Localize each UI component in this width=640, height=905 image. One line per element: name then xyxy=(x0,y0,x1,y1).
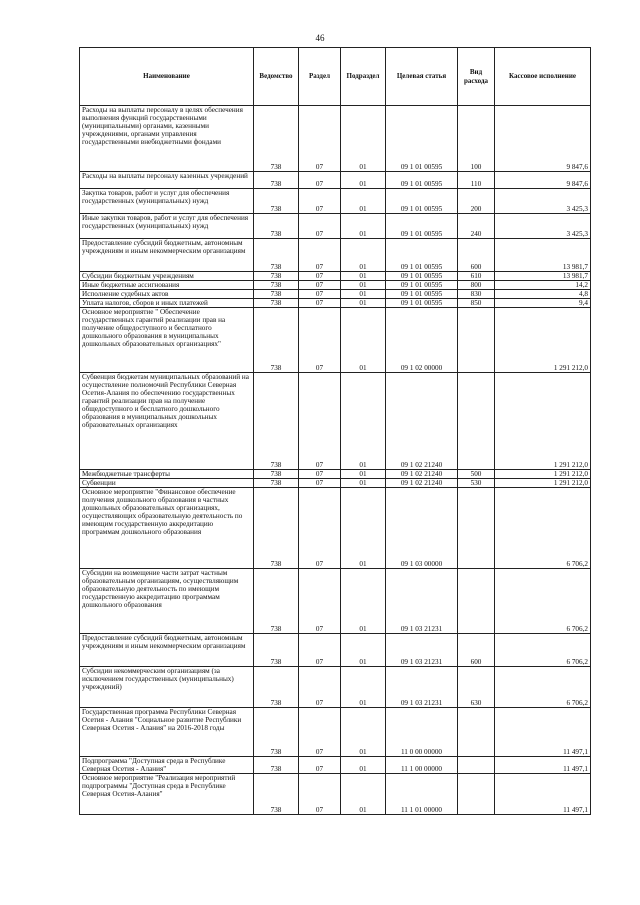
row-amount: 14,2 xyxy=(495,281,591,290)
table-row xyxy=(80,290,591,299)
table-row xyxy=(80,281,591,290)
row-expense-type: 630 xyxy=(458,667,495,708)
row-dept: 738 xyxy=(254,634,299,667)
row-expense-type: 500 xyxy=(458,470,495,479)
row-section: 07 xyxy=(299,290,341,299)
page-number: 46 xyxy=(315,33,325,43)
row-name: Основное мероприятие " Обеспечение государственных гарантий реализации прав на получение общедоступного и бесплатного дошкольного образования в муниципальных дошкольных образовательных организациях" xyxy=(80,308,254,373)
row-name: Расходы на выплаты персоналу в целях обеспечения выполнения функций государственными (муниципальными) органами, казенными учреждениями, органами управления государственными внебюджетными фондами xyxy=(80,106,254,172)
row-name: Иные закупки товаров, работ и услуг для обеспечения государственных (муниципальных) нужд xyxy=(80,214,254,239)
row-section: 07 xyxy=(299,106,341,172)
row-target: 09 1 01 00595 xyxy=(386,290,458,299)
row-target: 09 1 03 21231 xyxy=(386,634,458,667)
row-target: 09 1 01 00595 xyxy=(386,106,458,172)
row-name: Государственная программа Республики Северная Осетия - Алания "Социальное развитие Республики Северная Осетия - Алания" на 2016-2018 годы xyxy=(80,708,254,757)
row-subsection: 01 xyxy=(341,290,386,299)
row-target: 09 1 03 21231 xyxy=(386,667,458,708)
row-subsection: 01 xyxy=(341,488,386,569)
row-section: 07 xyxy=(299,172,341,189)
row-dept: 738 xyxy=(254,488,299,569)
row-dept: 738 xyxy=(254,667,299,708)
row-dept: 738 xyxy=(254,106,299,172)
row-dept: 738 xyxy=(254,708,299,757)
row-section: 07 xyxy=(299,272,341,281)
row-dept: 738 xyxy=(254,757,299,774)
row-section: 07 xyxy=(299,308,341,373)
row-target: 09 1 02 21240 xyxy=(386,373,458,470)
row-amount: 9 847,6 xyxy=(495,106,591,172)
row-target: 11 0 00 00000 xyxy=(386,708,458,757)
row-target: 11 1 00 00000 xyxy=(386,757,458,774)
row-subsection: 01 xyxy=(341,189,386,214)
header-name: Наименование xyxy=(80,48,254,106)
row-name: Основное мероприятие "Финансовое обеспечение получения дошкольного образования в частных дошкольных образовательных организациях, осуществляющих образовательную деятельность по имеющим государственную аккредитацию программам дошкольного образования xyxy=(80,488,254,569)
table-row xyxy=(80,106,591,172)
table-row xyxy=(80,470,591,479)
row-dept: 738 xyxy=(254,373,299,470)
row-dept: 738 xyxy=(254,189,299,214)
row-subsection: 01 xyxy=(341,708,386,757)
budget-execution-table xyxy=(79,47,591,815)
row-dept: 738 xyxy=(254,774,299,815)
row-subsection: 01 xyxy=(341,634,386,667)
row-section: 07 xyxy=(299,281,341,290)
row-expense-type: 600 xyxy=(458,634,495,667)
row-expense-type: 200 xyxy=(458,189,495,214)
row-amount: 13 981,7 xyxy=(495,272,591,281)
row-subsection: 01 xyxy=(341,774,386,815)
row-name: Субсидии бюджетным учреждениям xyxy=(80,272,254,281)
row-amount: 3 425,3 xyxy=(495,214,591,239)
row-amount: 6 706,2 xyxy=(495,667,591,708)
row-expense-type: 850 xyxy=(458,299,495,308)
row-target: 09 1 01 00595 xyxy=(386,272,458,281)
row-target: 11 1 01 00000 xyxy=(386,774,458,815)
table-row xyxy=(80,667,591,708)
row-amount: 1 291 212,0 xyxy=(495,373,591,470)
row-expense-type: 110 xyxy=(458,172,495,189)
header-target: Целевая статья xyxy=(386,48,458,106)
row-section: 07 xyxy=(299,488,341,569)
header-execution: Кассовое исполнение xyxy=(495,48,591,106)
table-row xyxy=(80,239,591,272)
row-expense-type xyxy=(458,373,495,470)
row-dept: 738 xyxy=(254,470,299,479)
table-header-row xyxy=(80,48,591,106)
row-amount: 11 497,1 xyxy=(495,757,591,774)
row-subsection: 01 xyxy=(341,281,386,290)
table-row xyxy=(80,757,591,774)
row-expense-type xyxy=(458,757,495,774)
row-expense-type: 100 xyxy=(458,106,495,172)
table-row xyxy=(80,189,591,214)
row-expense-type: 610 xyxy=(458,272,495,281)
row-target: 09 1 01 00595 xyxy=(386,172,458,189)
row-subsection: 01 xyxy=(341,308,386,373)
row-section: 07 xyxy=(299,569,341,634)
row-expense-type: 830 xyxy=(458,290,495,299)
table-row xyxy=(80,373,591,470)
table-row xyxy=(80,172,591,189)
table-row xyxy=(80,214,591,239)
row-expense-type xyxy=(458,774,495,815)
row-expense-type xyxy=(458,708,495,757)
row-section: 07 xyxy=(299,708,341,757)
header-expense-type: Вид расхода xyxy=(458,48,495,106)
table-row xyxy=(80,299,591,308)
row-section: 07 xyxy=(299,373,341,470)
row-target: 09 1 02 21240 xyxy=(386,479,458,488)
row-name: Иные бюджетные ассигнования xyxy=(80,281,254,290)
row-subsection: 01 xyxy=(341,470,386,479)
row-amount: 9,4 xyxy=(495,299,591,308)
row-name: Закупка товаров, работ и услуг для обеспечения государственных (муниципальных) нужд xyxy=(80,189,254,214)
row-section: 07 xyxy=(299,189,341,214)
row-dept: 738 xyxy=(254,239,299,272)
row-amount: 6 706,2 xyxy=(495,488,591,569)
table-row xyxy=(80,488,591,569)
row-name: Исполнение судебных актов xyxy=(80,290,254,299)
row-dept: 738 xyxy=(254,272,299,281)
table-row xyxy=(80,479,591,488)
row-dept: 738 xyxy=(254,214,299,239)
row-expense-type: 800 xyxy=(458,281,495,290)
row-expense-type: 240 xyxy=(458,214,495,239)
row-dept: 738 xyxy=(254,281,299,290)
row-section: 07 xyxy=(299,634,341,667)
row-amount: 6 706,2 xyxy=(495,634,591,667)
row-subsection: 01 xyxy=(341,214,386,239)
row-name: Межбюджетные трансферты xyxy=(80,470,254,479)
row-expense-type xyxy=(458,308,495,373)
row-subsection: 01 xyxy=(341,757,386,774)
row-section: 07 xyxy=(299,299,341,308)
row-name: Предоставление субсидий бюджетным, автономным учреждениям и иным некоммерческим организациям xyxy=(80,239,254,272)
row-amount: 1 291 212,0 xyxy=(495,308,591,373)
row-subsection: 01 xyxy=(341,667,386,708)
header-dept: Ведомство xyxy=(254,48,299,106)
row-target: 09 1 01 00595 xyxy=(386,281,458,290)
row-dept: 738 xyxy=(254,172,299,189)
table-row xyxy=(80,774,591,815)
row-amount: 13 981,7 xyxy=(495,239,591,272)
row-name: Расходы на выплаты персоналу казенных учреждений xyxy=(80,172,254,189)
row-subsection: 01 xyxy=(341,272,386,281)
table-row xyxy=(80,308,591,373)
row-amount: 11 497,1 xyxy=(495,774,591,815)
row-target: 09 1 01 00595 xyxy=(386,239,458,272)
row-amount: 6 706,2 xyxy=(495,569,591,634)
row-amount: 1 291 212,0 xyxy=(495,470,591,479)
row-section: 07 xyxy=(299,667,341,708)
row-dept: 738 xyxy=(254,290,299,299)
table-row xyxy=(80,272,591,281)
row-target: 09 1 03 21231 xyxy=(386,569,458,634)
header-section: Раздел xyxy=(299,48,341,106)
row-target: 09 1 03 00000 xyxy=(386,488,458,569)
row-expense-type xyxy=(458,488,495,569)
table-row xyxy=(80,708,591,757)
row-name: Подпрограмма "Доступная среда в Республике Северная Осетия - Алания" xyxy=(80,757,254,774)
row-expense-type xyxy=(458,569,495,634)
row-target: 09 1 02 21240 xyxy=(386,470,458,479)
row-amount: 9 847,6 xyxy=(495,172,591,189)
row-amount: 11 497,1 xyxy=(495,708,591,757)
header-subsection: Подраздел xyxy=(341,48,386,106)
row-section: 07 xyxy=(299,757,341,774)
row-name: Основное мероприятие "Реализация мероприятий подпрограммы "Доступная среда в Республике Северная Осетия-Алания" xyxy=(80,774,254,815)
row-amount: 3 425,3 xyxy=(495,189,591,214)
row-dept: 738 xyxy=(254,479,299,488)
row-expense-type: 600 xyxy=(458,239,495,272)
row-amount: 1 291 212,0 xyxy=(495,479,591,488)
row-subsection: 01 xyxy=(341,299,386,308)
row-target: 09 1 01 00595 xyxy=(386,299,458,308)
row-subsection: 01 xyxy=(341,569,386,634)
row-subsection: 01 xyxy=(341,239,386,272)
row-name: Предоставление субсидий бюджетным, автономным учреждениям и иным некоммерческим организациям xyxy=(80,634,254,667)
row-section: 07 xyxy=(299,774,341,815)
row-name: Субсидии некоммерческим организациям (за исключением государственных (муниципальных) учреждений) xyxy=(80,667,254,708)
row-section: 07 xyxy=(299,470,341,479)
row-section: 07 xyxy=(299,239,341,272)
row-section: 07 xyxy=(299,214,341,239)
row-name: Субвенция бюджетам муниципальных образований на осуществление полномочий Республики Северная Осетия-Алания по обеспечению государственных гарантий реализации прав на получение общедоступного и бесплатного дошкольного образования в муниципальных дошкольных образовательных организациях xyxy=(80,373,254,470)
row-name: Уплата налогов, сборов и иных платежей xyxy=(80,299,254,308)
row-target: 09 1 01 00595 xyxy=(386,214,458,239)
table-row xyxy=(80,569,591,634)
row-expense-type: 530 xyxy=(458,479,495,488)
row-dept: 738 xyxy=(254,569,299,634)
row-amount: 4,8 xyxy=(495,290,591,299)
row-subsection: 01 xyxy=(341,172,386,189)
row-subsection: 01 xyxy=(341,479,386,488)
row-subsection: 01 xyxy=(341,106,386,172)
row-name: Субвенции xyxy=(80,479,254,488)
row-dept: 738 xyxy=(254,308,299,373)
row-dept: 738 xyxy=(254,299,299,308)
row-subsection: 01 xyxy=(341,373,386,470)
row-name: Субсидии на возмещение части затрат частным образовательным организациям, осуществляющим образовательную деятельность по имеющим государственную аккредитацию программам дошкольного образования xyxy=(80,569,254,634)
row-section: 07 xyxy=(299,479,341,488)
row-target: 09 1 01 00595 xyxy=(386,189,458,214)
row-target: 09 1 02 00000 xyxy=(386,308,458,373)
table-row xyxy=(80,634,591,667)
